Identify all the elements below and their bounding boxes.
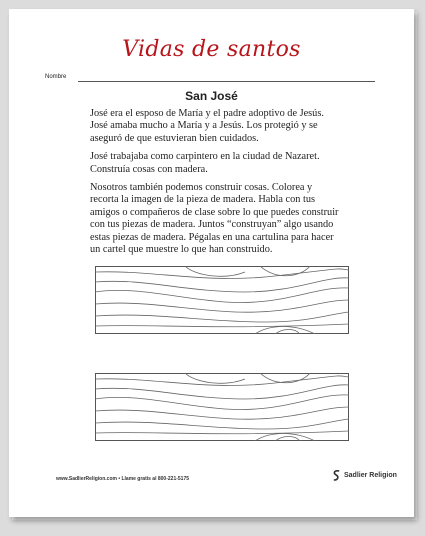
- body-text: [90, 108, 340, 262]
- paragraph-1: José era el esposo de María y el padre adoptivo de Jesús. José amaba mucho a María y a Jesús. Los protegió y se aseguró de que estuvieran bien cuidados.: [90, 108, 324, 144]
- wood-piece-2: [95, 373, 349, 441]
- worksheet-page: [9, 9, 414, 517]
- paragraph-2: José trabajaba como carpintero en la ciudad de Nazaret. Construía cosas con madera.: [90, 151, 320, 175]
- sadlier-logo-icon: [332, 470, 341, 481]
- page-heading: San José: [185, 89, 238, 103]
- worksheet-title: Vidas de santos: [122, 37, 301, 62]
- name-line: [78, 81, 375, 82]
- publisher-name: Sadlier Religion: [344, 472, 397, 479]
- name-label: Nombre: [45, 74, 67, 80]
- name-field: [45, 72, 375, 86]
- footer-contact: www.SadlierReligion.com • Llame gratis al 800-221-5175: [56, 476, 190, 482]
- paragraph-3: Nosotros también podemos construir cosas. Colorea y recorta la imagen de la pieza de madera. Habla con tus amigos o compañeros de clase sobre lo que puedes construir con tus piezas de madera. Juntos “construyan” algo usando estas piezas de madera. Pégalas en una cartulina para hacer un cartel que muestre lo que han construido.: [90, 182, 339, 256]
- wood-piece-1: [95, 266, 349, 334]
- publisher-logo: [332, 470, 397, 481]
